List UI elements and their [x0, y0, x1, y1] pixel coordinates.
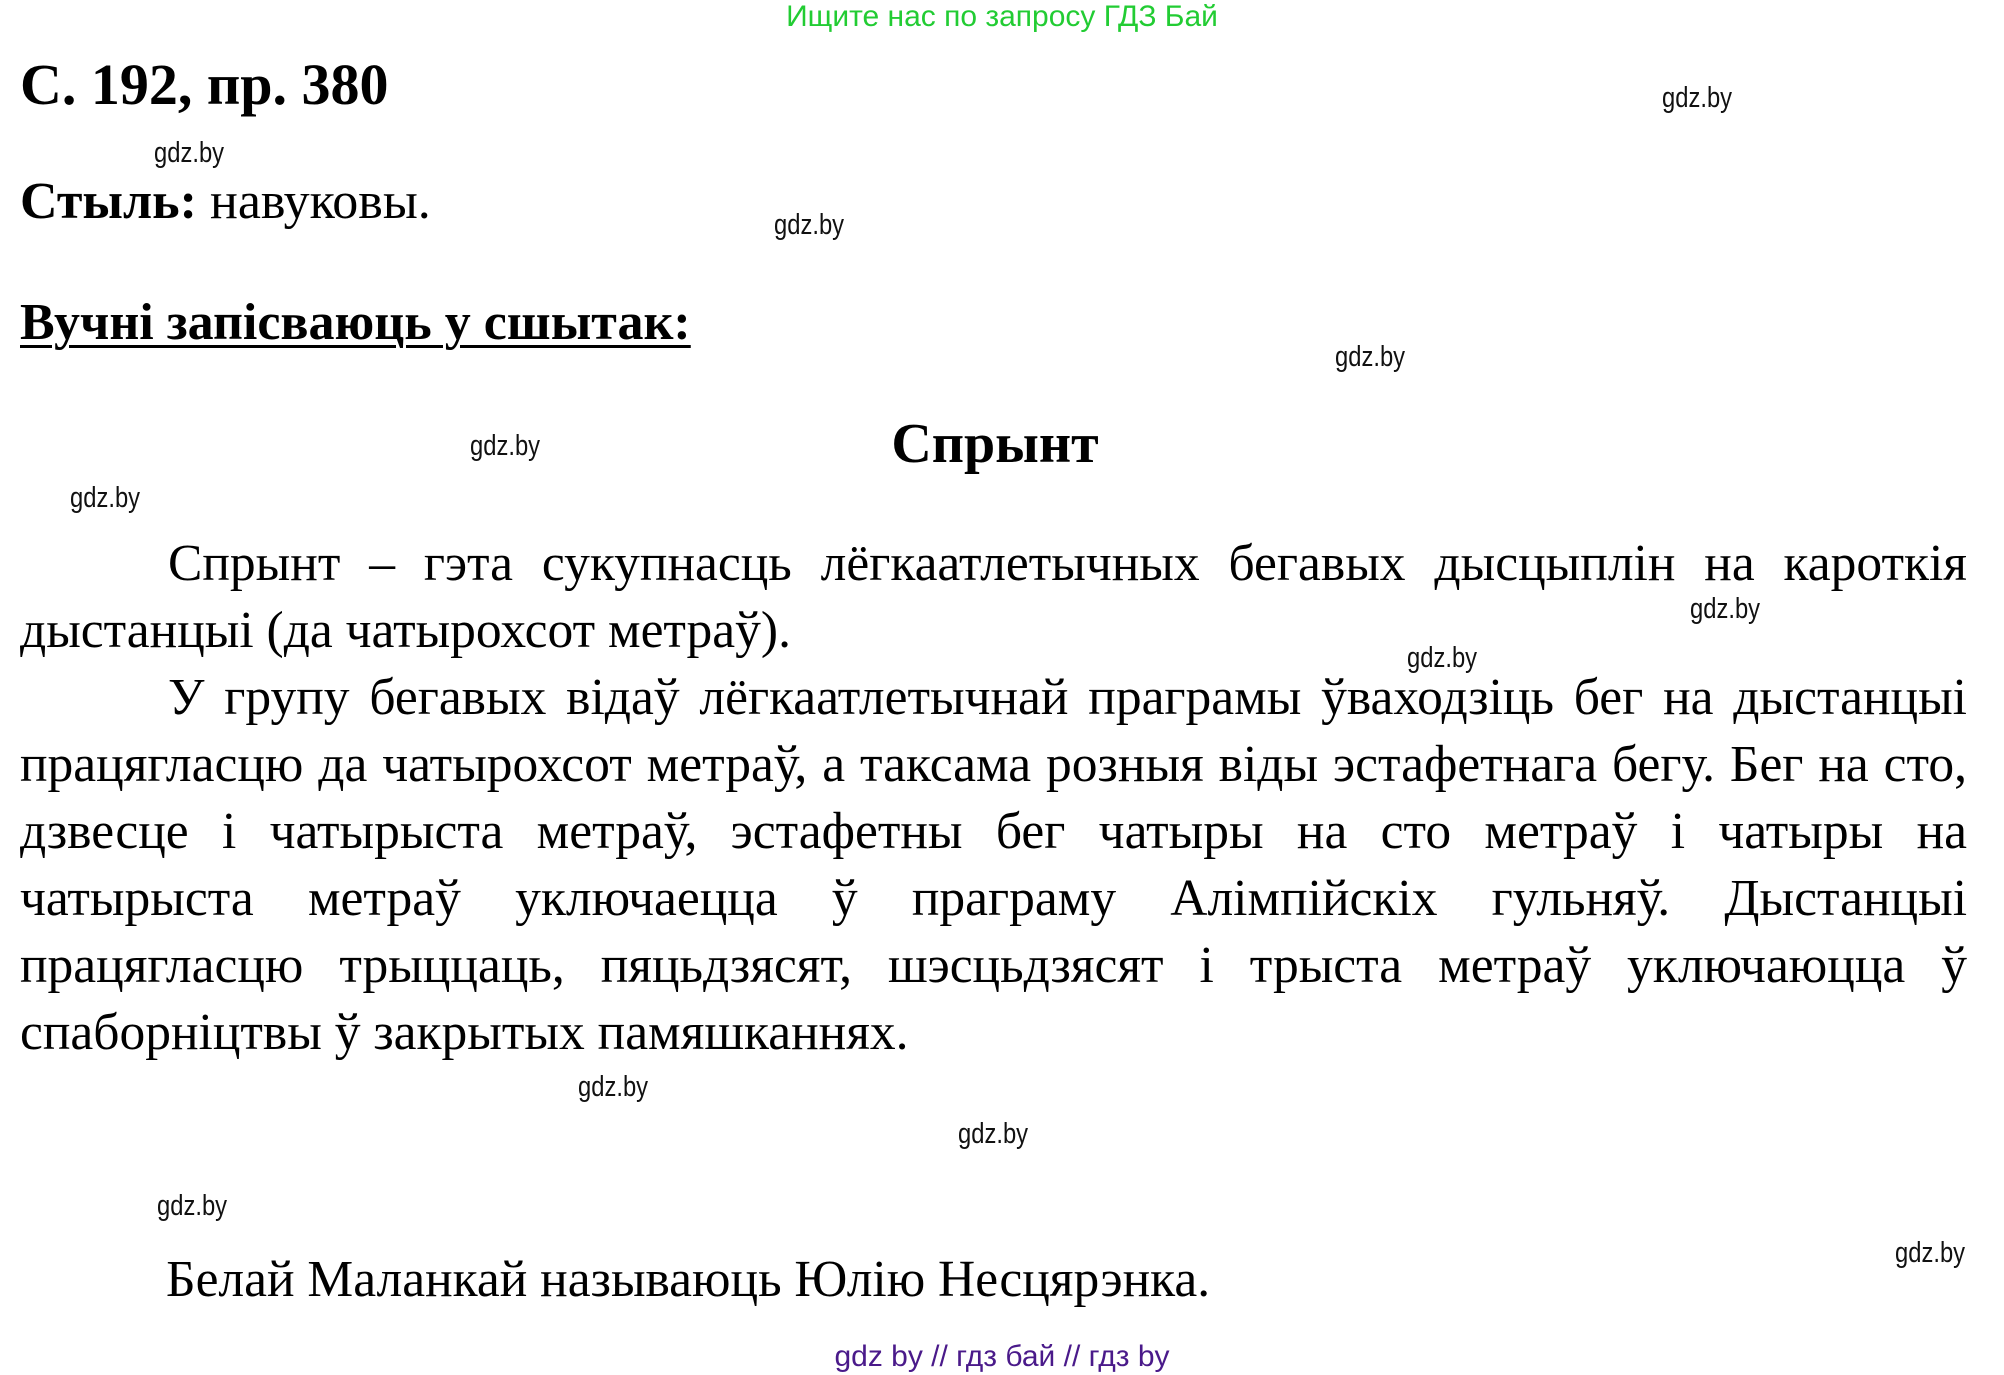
page-reference: С. 192, пр. 380: [20, 52, 389, 117]
style-label: Стыль:: [20, 173, 197, 230]
footer-watermark: gdz by // гдз бай // гдз by: [834, 1340, 1170, 1373]
watermark: gdz.by: [157, 1190, 228, 1222]
watermark: gdz.by: [1335, 341, 1406, 373]
watermark: gdz.by: [1407, 642, 1478, 674]
watermark: gdz.by: [70, 482, 141, 514]
text-title: Спрынт: [891, 413, 1099, 475]
instruction-heading: Вучні запісваюць у сшытак:: [20, 294, 691, 351]
paragraph: Спрынт – гэта сукупнасць лёгкаатлетычных бегавых дысцыплін на кароткія дыстанцыі (да чатырохсот метраў).: [20, 535, 1967, 659]
search-banner: Ищите нас по запросу ГДЗ Бай: [786, 0, 1218, 33]
style-value: навуковы.: [210, 173, 431, 230]
body-text: [20, 530, 1967, 1066]
watermark: gdz.by: [774, 209, 845, 241]
watermark: gdz.by: [958, 1118, 1029, 1150]
watermark: gdz.by: [1895, 1237, 1966, 1269]
style-line: [20, 172, 431, 232]
watermark: gdz.by: [1662, 82, 1733, 114]
watermark: gdz.by: [1690, 593, 1761, 625]
paragraph: У групу бегавых відаў лёгкаатлетычнай праграмы ўваходзіць бег на дыстанцыі працягласцю да чатырохсот метраў, а таксама розныя віды эстафетнага бегу. Бег на сто, дзвесце і чатырыста метраў, эстафетны бег чатыры на сто метраў і чатыры на чатырыста метраў уключаецца ў праграму Алімпійскіх гульняў. Дыстанцыі працягласцю трыццаць, пяцьдзясят, шэсцьдзясят і трыста метраў уключаюцца ў спаборніцтвы ў закрытых памяшканнях.: [20, 669, 1967, 1061]
watermark: gdz.by: [154, 137, 225, 169]
final-sentence: Белай Маланкай называюць Юлію Несцярэнка.: [166, 1251, 1211, 1308]
watermark: gdz.by: [578, 1071, 649, 1103]
watermark: gdz.by: [470, 430, 541, 462]
